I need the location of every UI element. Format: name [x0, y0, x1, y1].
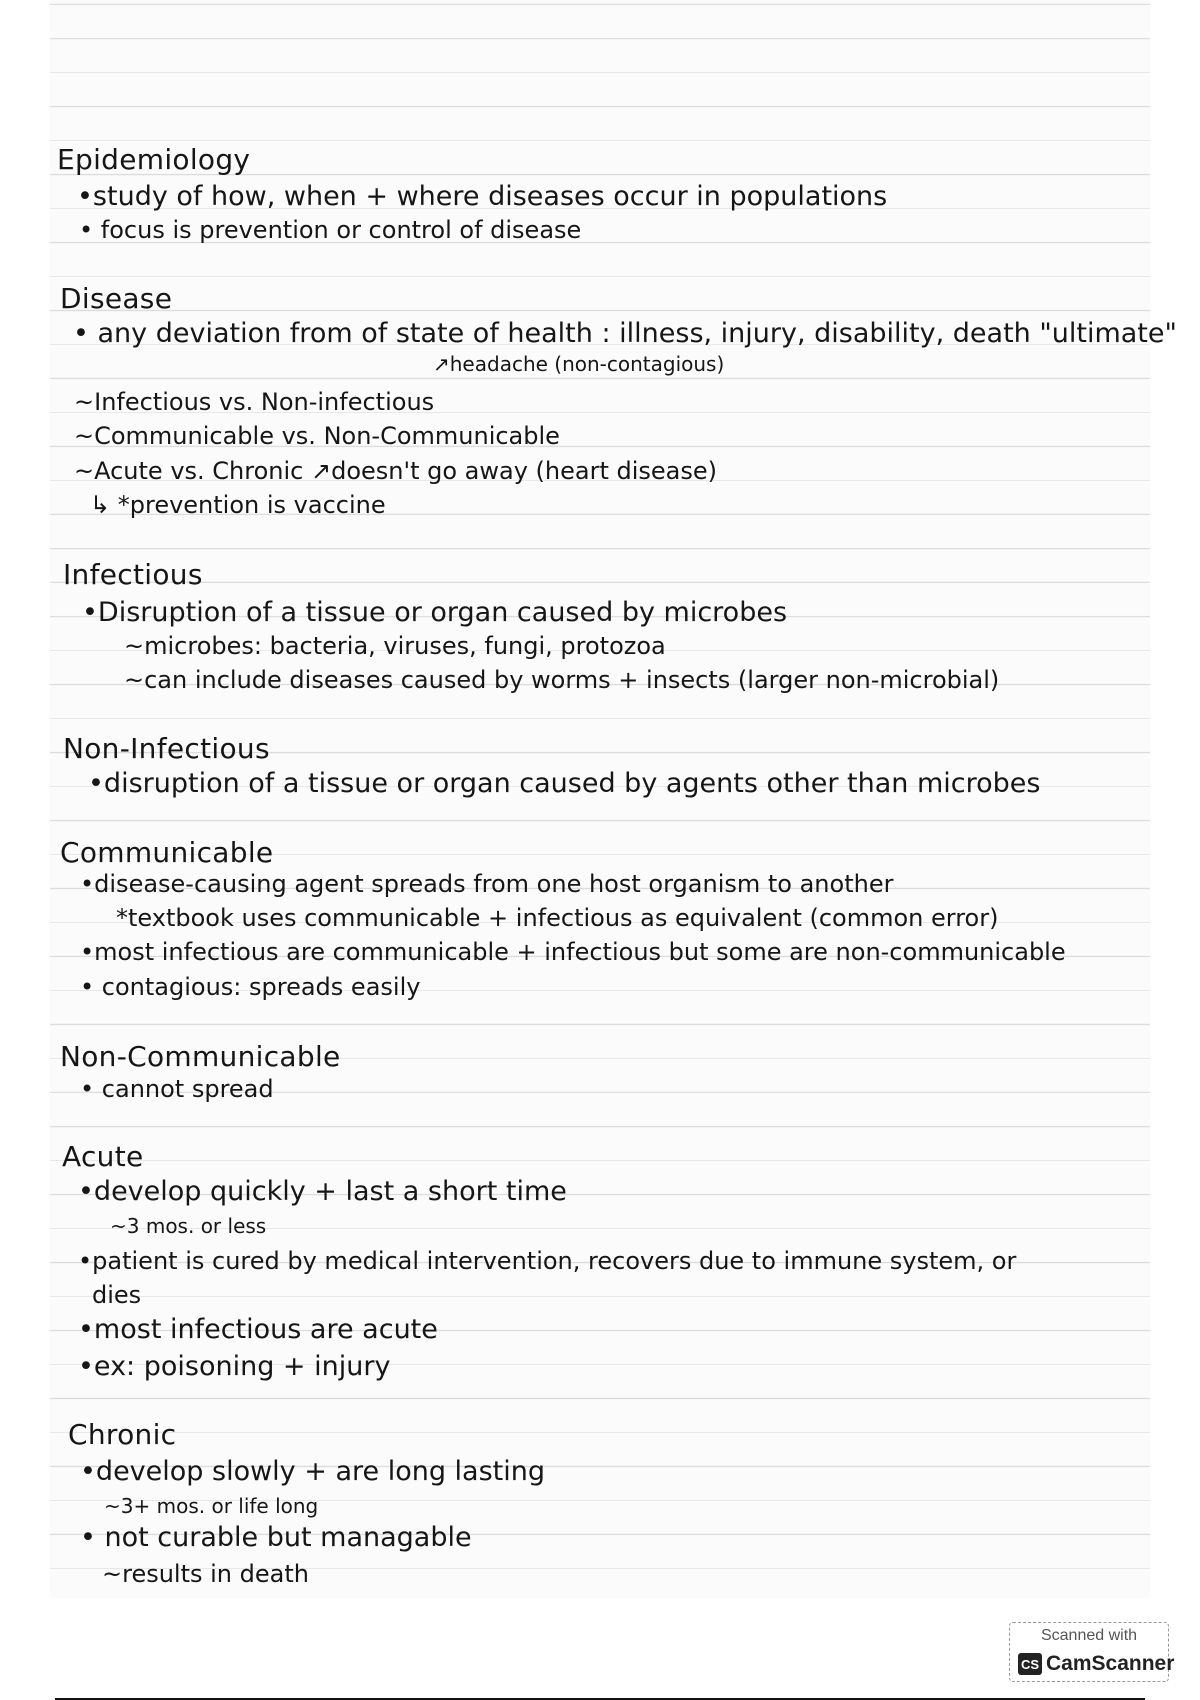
acute-bullet-2-cont: dies	[92, 1281, 142, 1309]
epidemiology-bullet-1: •study of how, when + where diseases occur in populations	[77, 181, 888, 212]
chronic-bullet-2: • not curable but managable	[80, 1522, 472, 1553]
chronic-bullet-1: •develop slowly + are long lasting	[80, 1456, 545, 1487]
disease-type-1: ~Infectious vs. Non-infectious	[74, 388, 435, 416]
infectious-sub-1: ~microbes: bacteria, viruses, fungi, protozoa	[124, 632, 666, 660]
chronic-sub-1: ~3+ mos. or life long	[104, 1494, 319, 1518]
infectious-bullet-1: •Disruption of a tissue or organ caused by microbes	[82, 597, 788, 628]
disease-bullet-1: • any deviation from of state of health : illness, injury, disability, death "ultimate"	[73, 318, 1177, 349]
disease-prevention-note: ↳ *prevention is vaccine	[90, 491, 386, 519]
heading-acute: Acute	[62, 1140, 144, 1173]
watermark-brand	[1018, 1652, 1174, 1676]
disease-type-2: ~Communicable vs. Non-Communicable	[74, 422, 560, 450]
heading-chronic: Chronic	[68, 1418, 177, 1451]
camscanner-icon: CS	[1018, 1653, 1042, 1675]
disease-annotation: ↗headache (non-contagious)	[433, 352, 725, 376]
acute-sub-1: ~3 mos. or less	[110, 1214, 267, 1238]
infectious-sub-2: ~can include diseases caused by worms + insects (larger non-microbial)	[124, 666, 1000, 694]
acute-bullet-3: •most infectious are acute	[78, 1314, 438, 1345]
communicable-textbook-note: *textbook uses communicable + infectious as equivalent (common error)	[116, 904, 999, 932]
acute-bullet-4: •ex: poisoning + injury	[78, 1351, 391, 1382]
non-infectious-bullet-1: •disruption of a tissue or organ caused by agents other than microbes	[88, 768, 1041, 799]
watermark-caption: Scanned with	[1040, 1627, 1138, 1644]
heading-communicable: Communicable	[60, 836, 274, 869]
acute-bullet-2: •patient is cured by medical intervention, recovers due to immune system, or	[78, 1247, 1017, 1275]
heading-infectious: Infectious	[63, 558, 203, 591]
epidemiology-bullet-2: • focus is prevention or control of disease	[79, 216, 582, 244]
communicable-bullet-1: •disease-causing agent spreads from one host organism to another	[80, 870, 894, 898]
communicable-bullet-2: •most infectious are communicable + infectious but some are non-communicable	[80, 938, 1066, 966]
acute-bullet-1: •develop quickly + last a short time	[78, 1176, 567, 1207]
heading-non-communicable: Non-Communicable	[60, 1040, 341, 1073]
heading-epidemiology: Epidemiology	[57, 143, 251, 176]
non-communicable-bullet-1: • cannot spread	[80, 1075, 274, 1103]
communicable-bullet-3: • contagious: spreads easily	[80, 973, 421, 1001]
camscanner-watermark	[1009, 1622, 1175, 1682]
heading-non-infectious: Non-Infectious	[63, 732, 270, 765]
heading-disease: Disease	[60, 282, 173, 315]
chronic-sub-2: ~results in death	[102, 1560, 309, 1588]
watermark-brand-name: CamScanner	[1046, 1652, 1175, 1675]
disease-type-3: ~Acute vs. Chronic ↗doesn't go away (heart disease)	[74, 457, 718, 485]
